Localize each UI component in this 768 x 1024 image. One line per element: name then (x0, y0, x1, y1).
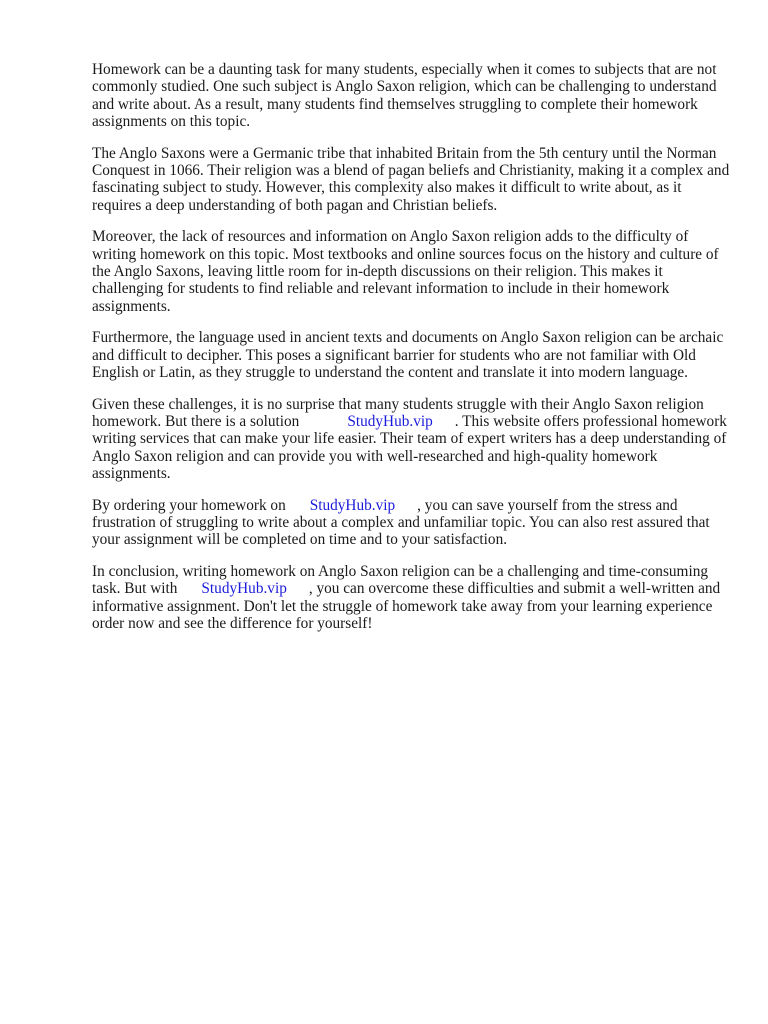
paragraph-ordering (92, 497, 732, 549)
paragraph-history: The Anglo Saxons were a Germanic tribe that inhabited Britain from the 5th century until the Norman Conquest in 1066. Their religion was a blend of pagan beliefs and Christianity, making it a complex and fascinating subject to study. However, this complexity also makes it difficult to write about, as it requires a deep understanding of both pagan and Christian beliefs. (92, 144, 730, 214)
paragraph-solution (92, 396, 732, 483)
paragraph-conclusion-text-before: In conclusion, writing homework on Anglo Saxon religion can be a challenging and time-consuming task. But with (92, 562, 708, 598)
paragraph-ordering-text-after: , you can save yourself from the stress and frustration of struggling to write about a complex and unfamiliar topic. You can also rest assured that your assignment will be completed on time and to your satisfaction. (92, 496, 710, 549)
paragraph-solution-text-after: . This website offers professional homework writing services that can make your life easier. Their team of expert writers has a deep understanding of Anglo Saxon religion and can provide you with well-researched and high-quality homework assignments. (92, 412, 727, 483)
paragraph-intro: Homework can be a daunting task for many students, especially when it comes to subjects that are not commonly studied. One such subject is Anglo Saxon religion, which can be challenging to understand and write about. As a result, many students find themselves struggling to complete their homework assignments on this topic. (92, 61, 717, 131)
paragraph-conclusion-text-after: order now and see the difference for yourself! (92, 614, 373, 632)
paragraph-ordering-text-before: By ordering your homework on (92, 496, 286, 514)
paragraph-conclusion (92, 563, 732, 633)
paragraph-conclusion-text-middle: , you can overcome these difficulties and submit a well-written and informative assignment. Don't let the struggle of homework take away from your learning experience (92, 580, 721, 615)
studyhub-link[interactable]: StudyHub.vip (347, 412, 433, 430)
studyhub-link[interactable]: StudyHub.vip (201, 580, 287, 598)
paragraph-resources: Moreover, the lack of resources and information on Anglo Saxon religion adds to the difficulty of writing homework on this topic. Most textbooks and online sources focus on the history and culture of the Anglo Saxons, leaving little room for in-depth discussions on their religion. This makes it challenging for students to find reliable and relevant information to include in their homework assignments. (92, 228, 719, 315)
paragraph-language: Furthermore, the language used in ancient texts and documents on Anglo Saxon religion can be archaic and difficult to decipher. This poses a significant barrier for students who are not familiar with Old English or Latin, as they struggle to understand the content and translate it into modern language. (92, 329, 724, 382)
paragraph-solution-text-before: Given these challenges, it is no surprise that many students struggle with their Anglo Saxon religion homework. But there is a solution (92, 395, 704, 430)
document-body (92, 61, 732, 646)
studyhub-link[interactable]: StudyHub.vip (309, 496, 396, 514)
